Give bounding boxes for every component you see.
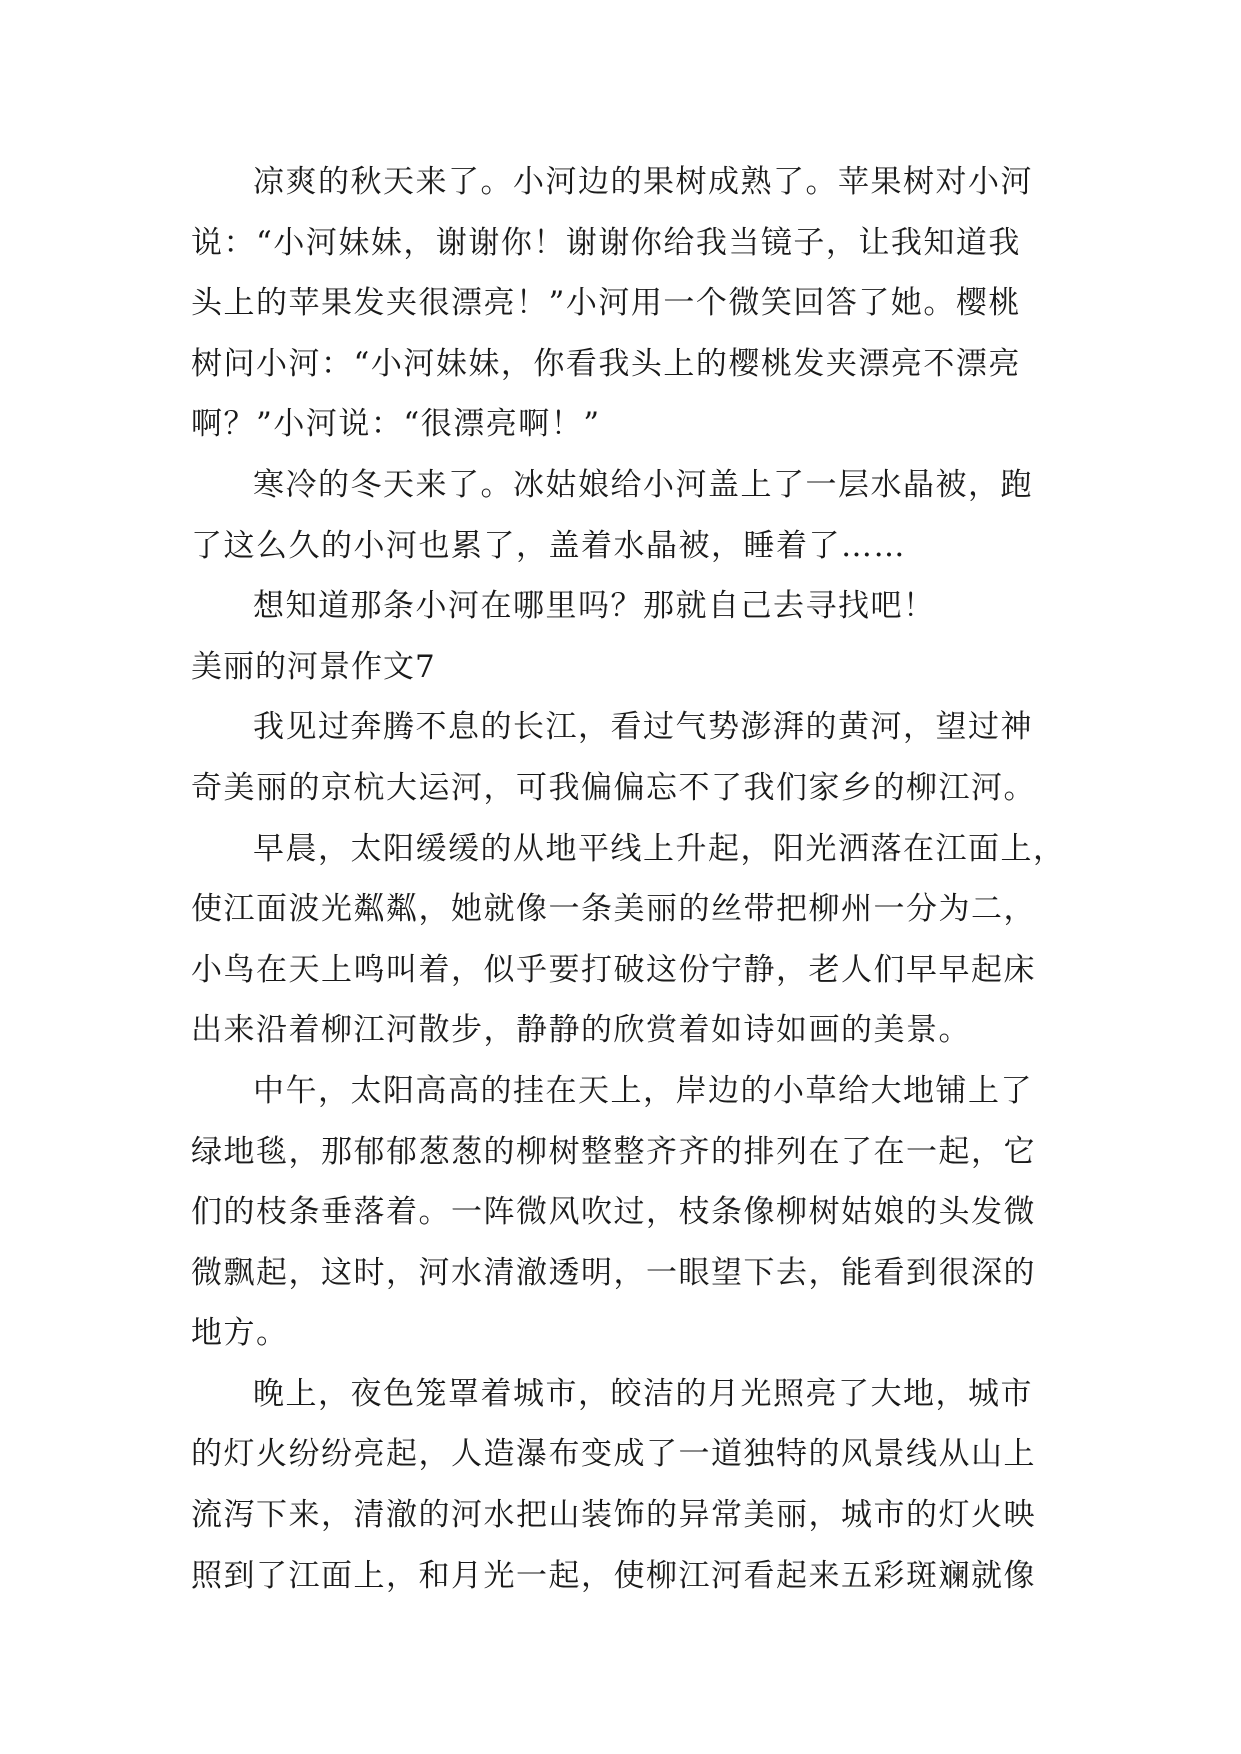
text-line: 地方。: [191, 1315, 289, 1352]
text-line: 树问小河：“小河妹妹，你看我头上的樱桃发夹漂亮不漂亮: [191, 345, 1021, 382]
text-line: 们的枝条垂落着。一阵微风吹过，枝条像柳树姑娘的头发微: [191, 1194, 1036, 1231]
text-line: 晚上，夜色笼罩着城市，皎洁的月光照亮了大地，城市: [253, 1375, 1033, 1412]
text-line: 头上的苹果发夹很漂亮！”小河用一个微笑回答了她。樱桃: [191, 285, 1021, 322]
text-line: 小鸟在天上鸣叫着，似乎要打破这份宁静，老人们早早起床: [191, 951, 1036, 988]
text-line: 流泻下来，清澈的河水把山装饰的异常美丽，城市的灯火映: [191, 1497, 1036, 1534]
text-line: 绿地毯，那郁郁葱葱的柳树整整齐齐的排列在了在一起，它: [191, 1133, 1036, 1170]
text-line: 啊？”小河说：“很漂亮啊！”: [191, 406, 601, 443]
text-line: 的灯火纷纷亮起，人造瀑布变成了一道独特的风景线从山上: [191, 1436, 1036, 1473]
text-line: 早晨，太阳缓缓的从地平线上升起，阳光洒落在江面上，: [253, 830, 1066, 867]
text-line: 奇美丽的京杭大运河，可我偏偏忘不了我们家乡的柳江河。: [191, 769, 1036, 806]
text-line: 中午，太阳高高的挂在天上，岸边的小草给大地铺上了: [253, 1072, 1033, 1109]
document-body: [191, 152, 1066, 1606]
text-line: 了这么久的小河也累了，盖着水晶被，睡着了……: [191, 527, 906, 564]
text-line: 出来沿着柳江河散步，静静的欣赏着如诗如画的美景。: [191, 1012, 971, 1049]
text-line: 说：“小河妹妹，谢谢你！谢谢你给我当镜子，让我知道我: [191, 224, 1021, 261]
text-line: 想知道那条小河在哪里吗？那就自己去寻找吧！: [253, 588, 936, 625]
section-heading: 美丽的河景作文7: [191, 648, 436, 685]
text-line: 凉爽的秋天来了。小河边的果树成熟了。苹果树对小河: [253, 164, 1033, 200]
text-line: 我见过奔腾不息的长江，看过气势澎湃的黄河，望过神: [253, 709, 1033, 746]
text-line: 使江面波光粼粼，她就像一条美丽的丝带把柳州一分为二，: [191, 891, 1036, 928]
text-line: 寒冷的冬天来了。冰姑娘给小河盖上了一层水晶被，跑: [253, 466, 1033, 503]
text-line: 微飘起，这时，河水清澈透明，一眼望下去，能看到很深的: [191, 1254, 1036, 1291]
text-line: 照到了江面上，和月光一起，使柳江河看起来五彩斑斓就像: [191, 1557, 1036, 1594]
